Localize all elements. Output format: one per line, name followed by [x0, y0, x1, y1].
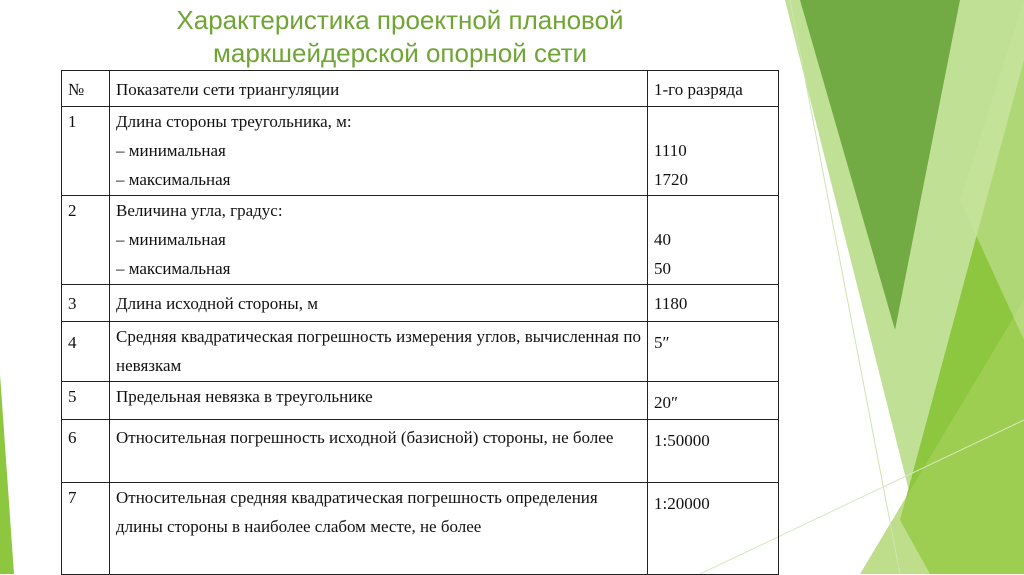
row-indicator: Длина исходной стороны, м [110, 285, 648, 322]
header-value: 1-го разряда [648, 71, 779, 107]
row-indicator: Средняя квадратическая погрешность измерения углов, вычисленная по невязкам [110, 322, 648, 382]
row-indicator: Предельная невязка в треугольнике [110, 382, 648, 420]
slide-title [130, 4, 670, 70]
table-row [62, 107, 779, 196]
row-value-line [654, 107, 772, 136]
table-row [62, 196, 779, 285]
row-indicator [110, 196, 648, 285]
row-line: – минимальная [116, 230, 226, 249]
row-value: 5″ [648, 322, 779, 382]
row-indicator: Относительная средняя квадратическая погрешность определения длины стороны в наиболее слабом месте, не более [110, 483, 648, 575]
row-value-line: 40 [654, 230, 671, 249]
row-value: 1:20000 [648, 483, 779, 575]
row-value-line: 1110 [654, 141, 687, 160]
row-line: – максимальная [116, 170, 231, 189]
header-indicator: Показатели сети триангуляции [110, 71, 648, 107]
row-num: 2 [62, 196, 110, 285]
row-indicator: Относительная погрешность исходной (базисной) стороны, не более [110, 420, 648, 483]
row-num: 7 [62, 483, 110, 575]
header-num: № [62, 71, 110, 107]
row-line: Величина угла, градус: [116, 201, 283, 220]
table-row [62, 322, 779, 382]
row-line: Длина стороны треугольника, м: [116, 112, 352, 131]
row-value [648, 196, 779, 285]
row-num: 3 [62, 285, 110, 322]
table-header-row [62, 71, 779, 107]
row-num: 1 [62, 107, 110, 196]
characteristics-table [61, 70, 779, 575]
table-row [62, 420, 779, 483]
row-value-line: 50 [654, 259, 671, 278]
row-line: – минимальная [116, 141, 226, 160]
row-value-line: 1720 [654, 170, 688, 189]
table-row [62, 285, 779, 322]
table-row [62, 382, 779, 420]
row-num: 6 [62, 420, 110, 483]
row-num: 4 [62, 322, 110, 382]
row-value: 1180 [648, 285, 779, 322]
row-value-line [654, 196, 772, 225]
row-line: – максимальная [116, 259, 231, 278]
row-value: 20″ [648, 382, 779, 420]
row-num: 5 [62, 382, 110, 420]
row-indicator [110, 107, 648, 196]
title-line-1: Характеристика проектной плановой [176, 5, 624, 35]
table-row [62, 483, 779, 575]
title-line-2: маркшейдерской опорной сети [212, 38, 588, 68]
row-value: 1:50000 [648, 420, 779, 483]
row-value [648, 107, 779, 196]
